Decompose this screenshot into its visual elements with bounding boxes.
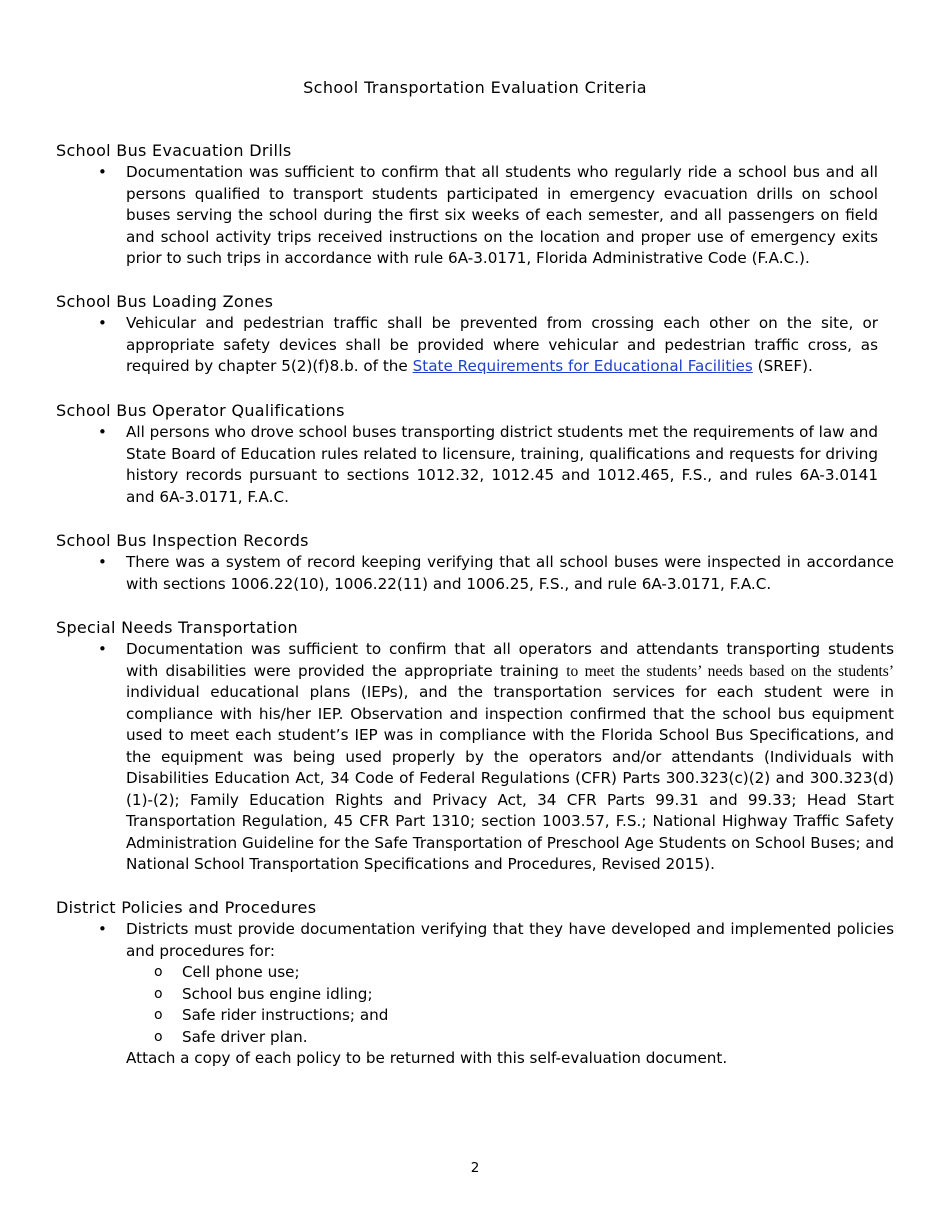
bullet-icon: • [98,314,107,332]
section-operator-qualifications [56,400,878,508]
sub-item-text: Safe rider instructions; and [182,1006,389,1024]
bullet-text-end: (SREF). [752,357,813,375]
policy-sub-list [126,962,894,1048]
bullet-text [126,313,878,378]
bullet-text: All persons who drove school buses transporting district students met the requirements of law and State Board of Education rules related to licensure, training, qualifications and requests for driving history records pursuant to sections 1012.32, 1012.45 and 1012.465, F.S., and rules 6A-3.0141 and 6A-3.0171, F.A.C. [126,423,878,506]
sub-item-text: Cell phone use; [182,963,300,981]
bullet-text-part2: to meet the students’ needs based on the students’ [566,662,894,680]
attach-note: Attach a copy of each policy to be returned with this self-evaluation document. [126,1049,728,1067]
sub-item-text: School bus engine idling; [182,984,373,1003]
circle-bullet-icon: o [154,1007,163,1023]
list-item [56,919,894,1048]
section-district-policies [56,897,894,1070]
sub-list-item [126,962,894,984]
sub-item-text: Safe driver plan. [182,1027,308,1046]
page-number: 2 [470,1160,480,1176]
bullet-text: There was a system of record keeping verifying that all school buses were inspected in accordance with sections 1006.22(10), 1006.22(11) and 1006.25, F.S., and rule 6A-3.0171, F.A.C. [126,553,894,593]
page-title: School Transportation Evaluation Criteria [303,78,647,97]
section-heading: Special Needs Transportation [56,618,298,637]
list-item [56,422,878,508]
section-evacuation-drills [56,140,878,270]
circle-bullet-icon: o [154,1028,163,1045]
section-heading: School Bus Operator Qualifications [56,401,345,420]
list-item [56,313,878,378]
circle-bullet-icon: o [154,985,163,1002]
section-heading: School Bus Inspection Records [56,531,309,550]
circle-bullet-icon: o [154,964,163,980]
bullet-icon: • [98,920,107,938]
sub-list-item [126,984,894,1006]
bullet-text-start: Vehicular and pedestrian traffic shall be prevented from crossing each other on the site, or appropriate safety devices shall be provided where vehicular and pedestrian traffic cross, as required by chapter 5(2)(f)8.b. of the [126,314,878,375]
bullet-text-part1: Documentation was sufficient to confirm that all operators and attendants transporting students with disabilities were provided the appropriate training [126,640,894,680]
sub-list-item [126,1027,894,1049]
list-item [56,552,894,595]
section-special-needs [56,617,894,876]
bullet-text: Documentation was sufficient to confirm that all students who regularly ride a school bus and all persons qualified to transport students participated in emergency evacuation drills on school buses serving the school during the first six weeks of each semester, and all passengers on field and school activity trips received instructions on the location and proper use of emergency exits prior to such trips in accordance with rule 6A-3.0171, Florida Administrative Code (F.A.C.). [126,163,878,267]
list-item [56,162,878,270]
bullet-icon: • [98,553,107,571]
bullet-icon: • [98,423,107,441]
bullet-icon: • [98,163,107,181]
list-item [56,639,894,876]
section-loading-zones [56,291,878,378]
bullet-text-part3: individual educational plans (IEPs), and the transportation services for each student were in compliance with his/her IEP. Observation and inspection confirmed that the school bus equipment used to meet each student’s IEP was in compliance with the Florida School Bus Specifications, and the equipment was being used properly by the operators and/or attendants (Individuals with Disabilities Education Act, 34 Code of Federal Regulations (CFR) Parts 300.323(c)(2) and 300.323(d)(1)-(2); Family Education Rights and Privacy Act, 34 CFR Parts 99.31 and 99.33; Head Start Transportation Regulation, 45 CFR Part 1310; section 1003.57, F.S.; National Highway Traffic Safety Administration Guideline for the Safe Transportation of Preschool Age Students on School Buses; and National School Transportation Specifications and Procedures, Revised 2015). [126,683,894,873]
bullet-text [126,639,894,876]
bullet-text: Districts must provide documentation verifying that they have developed and implemented policies and procedures for: [126,920,894,960]
sref-link[interactable]: State Requirements for Educational Facilities [412,357,753,375]
section-heading: School Bus Loading Zones [56,292,274,311]
section-inspection-records [56,530,894,595]
section-heading: District Policies and Procedures [56,898,317,917]
section-heading: School Bus Evacuation Drills [56,141,292,160]
bullet-icon: • [98,640,107,658]
sub-list-item [126,1005,894,1027]
